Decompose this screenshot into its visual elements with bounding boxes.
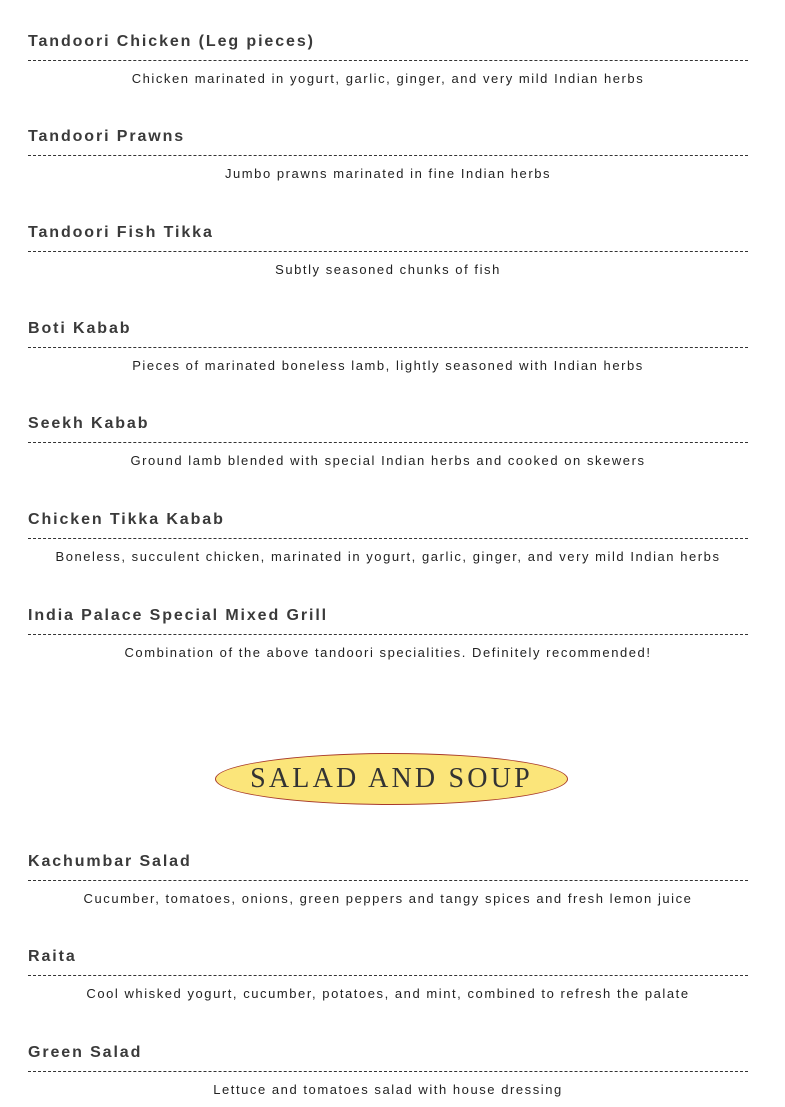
dashed-divider <box>28 538 748 539</box>
item-name: Green Salad <box>28 1044 143 1061</box>
item-name: Boti Kabab <box>28 320 132 337</box>
item-name: Tandoori Fish Tikka <box>28 224 214 241</box>
item-description: Lettuce and tomatoes salad with house dressing <box>213 1082 563 1097</box>
menu-item-kachumbar-salad <box>28 852 748 907</box>
item-description: Jumbo prawns marinated in fine Indian herbs <box>224 166 552 181</box>
menu-item-green-salad <box>28 1043 748 1098</box>
dashed-divider <box>28 880 748 881</box>
dashed-divider <box>28 1071 748 1072</box>
item-name: Chicken Tikka Kabab <box>28 511 225 528</box>
menu-item-chicken-tikka-kabab <box>28 510 748 565</box>
dashed-divider <box>28 155 748 156</box>
item-name: India Palace Special Mixed Grill <box>28 607 329 624</box>
menu-item-tandoori-chicken <box>28 32 748 87</box>
item-description: Chicken marinated in yogurt, garlic, ginger, and very mild Indian herbs <box>131 71 645 86</box>
item-description: Cool whisked yogurt, cucumber, potatoes, and mint, combined to refresh the palate <box>86 986 690 1001</box>
menu-item-special-mixed-grill <box>28 606 748 661</box>
item-name: Kachumbar Salad <box>28 853 192 870</box>
menu-item-seekh-kabab <box>28 414 748 469</box>
item-description: Cucumber, tomatoes, onions, green peppers and tangy spices and fresh lemon juice <box>83 891 693 906</box>
item-description: Subtly seasoned chunks of fish <box>275 262 501 277</box>
item-name: Tandoori Prawns <box>28 128 186 145</box>
dashed-divider <box>28 442 748 443</box>
section-title: SALAD AND SOUP <box>250 763 533 794</box>
section-banner-salad-and-soup <box>215 753 568 805</box>
item-name: Seekh Kabab <box>28 415 150 432</box>
dashed-divider <box>28 634 748 635</box>
menu-item-tandoori-fish-tikka <box>28 223 748 278</box>
item-description: Pieces of marinated boneless lamb, lightly seasoned with Indian herbs <box>132 358 644 373</box>
item-description: Combination of the above tandoori specialities. Definitely recommended! <box>124 645 652 660</box>
menu-item-raita <box>28 947 748 1002</box>
dashed-divider <box>28 251 748 252</box>
dashed-divider <box>28 60 748 61</box>
item-description: Boneless, succulent chicken, marinated in yogurt, garlic, ginger, and very mild Indian herbs <box>55 549 721 564</box>
item-name: Tandoori Chicken (Leg pieces) <box>28 33 315 50</box>
menu-item-tandoori-prawns <box>28 127 748 182</box>
item-description: Ground lamb blended with special Indian herbs and cooked on skewers <box>130 453 646 468</box>
dashed-divider <box>28 975 748 976</box>
menu-item-boti-kabab <box>28 319 748 374</box>
dashed-divider <box>28 347 748 348</box>
item-name: Raita <box>28 948 77 965</box>
